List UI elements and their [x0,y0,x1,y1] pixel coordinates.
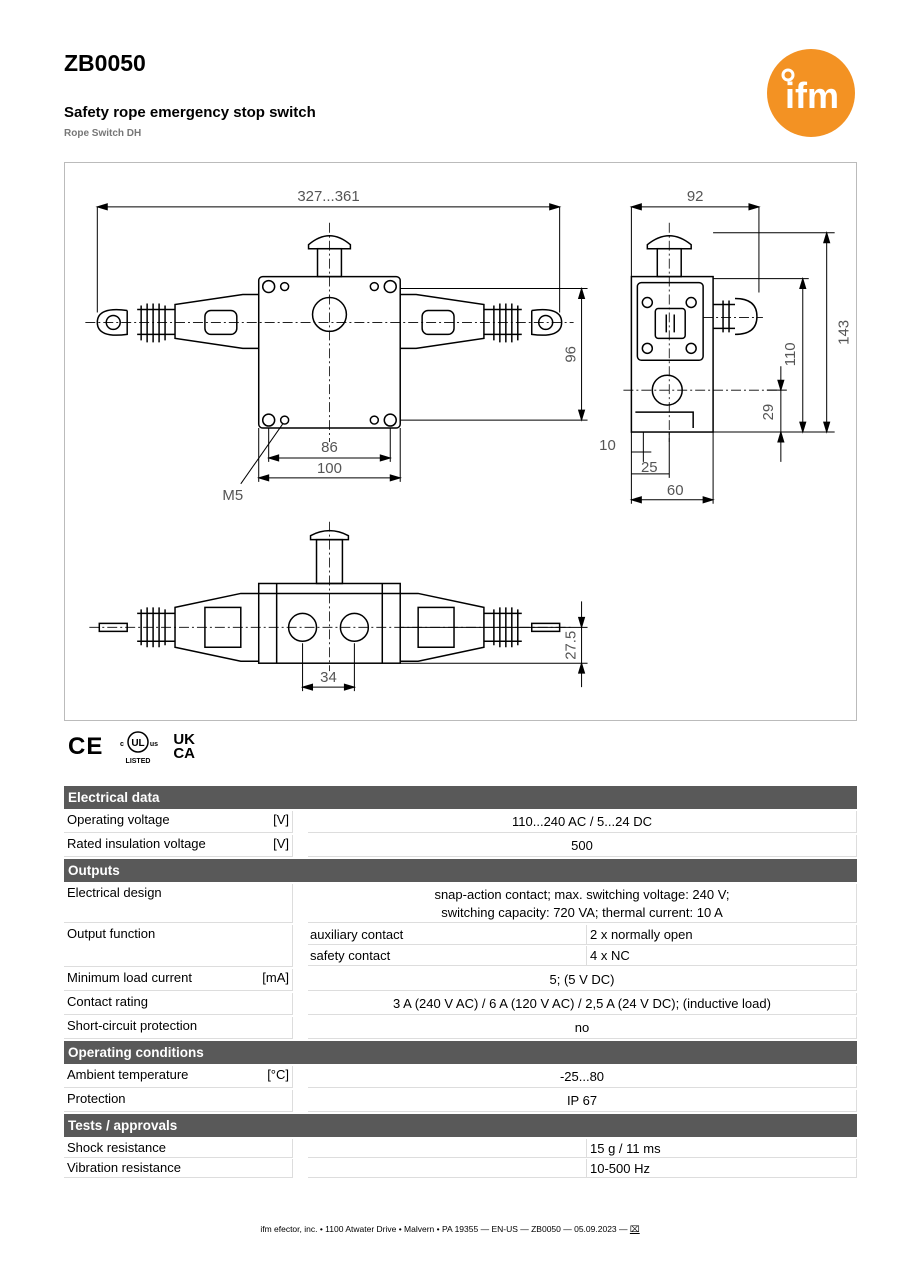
ambient-temperature-unit: [°C] [267,1067,289,1082]
output-function-row [308,946,857,966]
dim-96: 96 [562,346,580,363]
ce-mark: CE [68,733,104,760]
min-load-value: 5; (5 V DC) [308,969,857,991]
protection-value: IP 67 [308,1090,857,1112]
dim-327-361: 327...361 [297,187,360,205]
table-row [64,835,857,857]
protection-label: Protection [67,1091,126,1106]
table-row [64,925,857,967]
svg-text:c: c [120,741,125,748]
min-load-unit: [mA] [262,970,289,985]
dim-100: 100 [317,459,342,477]
operating-voltage-value: 110...240 AC / 5...24 DC [308,811,857,833]
table-row [64,1090,857,1112]
electrical-design-label: Electrical design [67,885,162,900]
output-function-label: Output function [67,926,156,941]
svg-text:us: us [150,741,159,748]
insulation-voltage-unit: [V] [273,836,289,851]
section-operating-conditions: Operating conditions [64,1041,857,1064]
logo-text: ifm [785,75,839,116]
ul-listed-mark [115,728,161,766]
vibration-resistance-label: Vibration resistance [67,1160,181,1175]
vibration-resistance-value: 10-500 Hz [586,1159,857,1178]
dim-27-5: 27.5 [562,630,580,660]
table-row [64,1017,857,1039]
min-load-label: Minimum load current [67,970,192,985]
contact-rating-value: 3 A (240 V AC) / 6 A (120 V AC) / 2,5 A (24 V DC); (inductive load) [308,993,857,1015]
insulation-voltage-value: 500 [308,835,857,857]
dimension-drawing [64,162,857,721]
dim-34: 34 [320,669,337,687]
footer-text: ifm efector, inc. • 1100 Atwater Drive • Malvern • PA 19355 — EN-US — ZB0050 — 05.09.2023 — [260,1224,628,1234]
qr-code-icon[interactable]: ⌧ [629,1224,640,1234]
dim-10: 10 [599,436,616,454]
operating-voltage-unit: [V] [273,812,289,827]
output-function-value: 4 x NC [586,946,857,966]
dim-m5: M5 [222,486,244,504]
dim-92: 92 [686,187,704,205]
table-row [64,1159,857,1178]
table-row [64,884,857,923]
dim-143: 143 [835,319,853,345]
svg-text:LISTED: LISTED [125,758,151,765]
output-function-row [308,925,857,945]
ifm-logo [766,48,856,138]
dim-110: 110 [781,342,799,367]
insulation-voltage-label: Rated insulation voltage [67,836,206,851]
shock-resistance-label: Shock resistance [67,1140,166,1155]
svg-text:UL: UL [131,738,146,749]
side-view [631,236,757,432]
electrical-design-value: snap-action contact; max. switching voltage: 240 V; switching capacity: 720 VA; thermal current: 10 A [308,884,857,923]
contact-rating-label: Contact rating [67,994,148,1009]
section-outputs: Outputs [64,859,857,882]
dim-86: 86 [321,438,338,456]
ukca-mark: UK CA [173,731,196,762]
table-row [64,1066,857,1088]
dim-60: 60 [666,481,684,499]
table-row [64,993,857,1015]
shock-resistance-value: 15 g / 11 ms [586,1139,857,1158]
section-electrical-data: Electrical data [64,786,857,809]
dim-29: 29 [759,403,777,421]
operating-voltage-label: Operating voltage [67,812,170,827]
specification-table [64,786,857,1180]
output-function-value: 2 x normally open [586,925,857,945]
ambient-temperature-value: -25...80 [308,1066,857,1088]
table-row [64,969,857,991]
short-circuit-label: Short-circuit protection [67,1018,198,1033]
footer [0,1224,900,1235]
output-function-key: safety contact [308,946,586,966]
dim-25: 25 [641,458,658,476]
short-circuit-value: no [308,1017,857,1039]
product-subtitle: Rope Switch DH [64,128,142,139]
table-row [64,1139,857,1158]
output-function-key: auxiliary contact [308,925,586,945]
section-tests-approvals: Tests / approvals [64,1114,857,1137]
approval-marks [68,728,195,766]
table-row [64,811,857,833]
product-title: Safety rope emergency stop switch [64,104,316,121]
product-code: ZB0050 [64,50,146,76]
ambient-temperature-label: Ambient temperature [67,1067,189,1082]
